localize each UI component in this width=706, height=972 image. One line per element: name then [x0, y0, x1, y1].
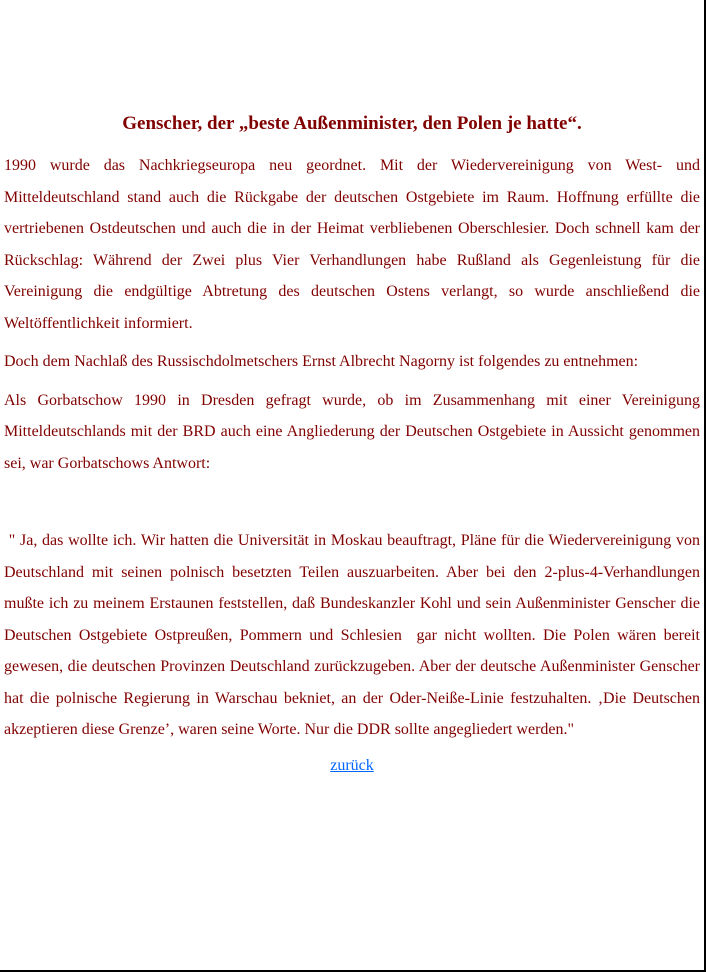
back-link[interactable]: zurück [330, 756, 374, 774]
spacer [4, 486, 700, 525]
back-link-container [4, 754, 700, 778]
paragraph-intro: 1990 wurde das Nachkriegseuropa neu geordnet. Mit der Wiedervereinigung von West- und Mitteldeutschland stand auch die Rückgabe der deutschen Ostgebiete im Raum. Hoffnung erfüllte die vertriebenen Ostdeutschen und auch die in der Heimat verbliebenen Oberschlesier. Doch schnell kam der Rückschlag: Während der Zwei plus Vier Verhandlungen habe Rußland als Gegenleistung für die Vereinigung die endgültige Abtretung des deutschen Ostens verlangt, so wurde anschließend die Weltöffentlichkeit informiert. [4, 157, 700, 332]
paragraph-question: Als Gorbatschow 1990 in Dresden gefragt wurde, ob im Zusammenhang mit einer Vereinigung Mitteldeutschlands mit der BRD auch eine Angliederung der Deutschen Ostgebiete in Aussicht genommen sei, war Gorbatschows Antwort: [4, 391, 700, 472]
article [4, 110, 705, 778]
paragraph-quote: " Ja, das wollte ich. Wir hatten die Universität in Moskau beauftragt, Pläne für die Wiedervereinigung von Deutschland mit seinen polnisch besetzten Teilen auszuarbeiten. Aber bei den 2-plus-4-Verhandlungen mußte ich zu meinem Erstaunen feststellen, daß Bundeskanzler Kohl und sein Außenminister Genscher die Deutschen Ostgebiete Ostpreußen, Pommern und Schlesien gar nicht wollten. Die Polen wären bereit gewesen, die deutschen Provinzen Deutschland zurückzugeben. Aber der deutsche Außenminister Genscher hat die polnische Regierung in Warschau bekniet, an der Oder-Neiße-Linie festzuhalten. ‚Die Deutschen akzeptieren diese Grenze’, waren seine Worte. Nur die DDR sollte angegliedert werden." [4, 532, 705, 738]
paragraph-nachlass: Doch dem Nachlaß des Russischdolmetschers Ernst Albrecht Nagorny ist folgendes zu entnehmen: [4, 353, 639, 370]
page-title: Genscher, der „beste Außenminister, den Polen je hatte“. [122, 113, 582, 134]
